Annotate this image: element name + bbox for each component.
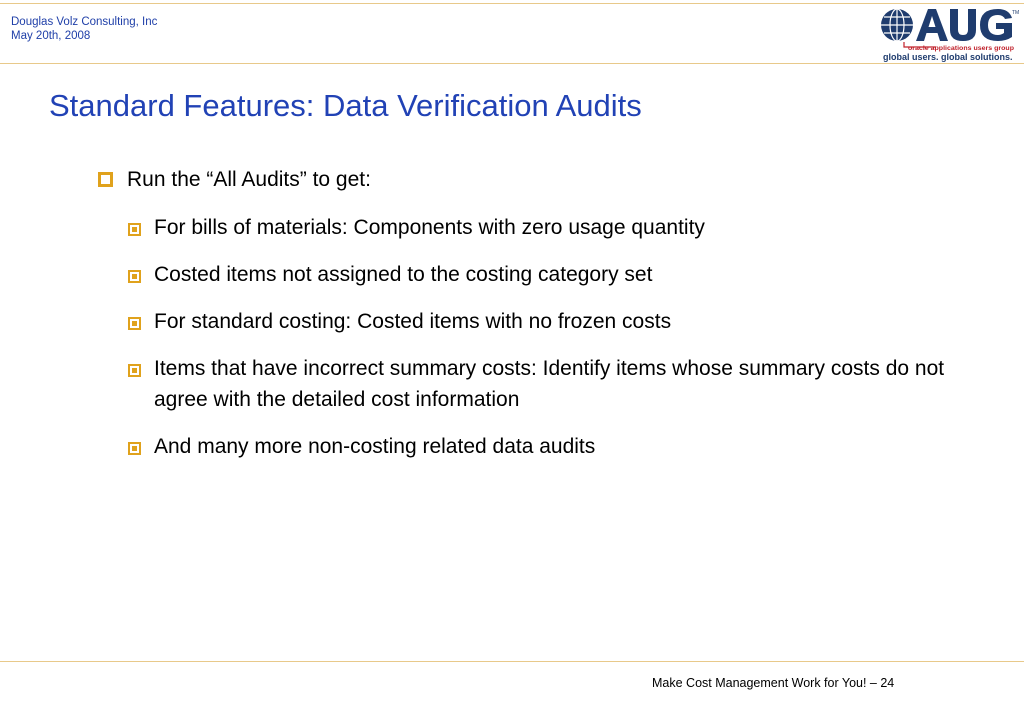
main-bullet <box>98 167 371 192</box>
sub-bullet <box>128 358 948 415</box>
sub-bullet-text: For standard costing: Costed items with no frozen costs <box>154 310 672 333</box>
square-bullet-icon <box>98 172 113 187</box>
logo-subtitle: oracle applications users group <box>908 45 1015 52</box>
trademark-label: TM <box>1012 10 1020 16</box>
square-bullet-icon <box>128 317 141 330</box>
square-bullet-icon <box>128 270 141 283</box>
logo-tagline: global users. global solutions. <box>883 52 1013 62</box>
sub-bullet <box>128 436 948 462</box>
footer-rule <box>0 661 1024 662</box>
company-name: Douglas Volz Consulting, Inc <box>11 16 158 28</box>
header-bottom-rule <box>0 63 1024 64</box>
header-info <box>11 15 157 43</box>
square-bullet-icon <box>128 442 141 455</box>
sub-bullet <box>128 217 948 243</box>
main-bullet-text: Run the “All Audits” to get: <box>127 168 371 191</box>
presentation-date: May 20th, 2008 <box>11 30 91 42</box>
sub-bullet-text: Items that have incorrect summary costs: Identify items whose summary costs do not agree with the detailed cost information <box>154 357 945 411</box>
sub-bullet <box>128 311 948 337</box>
sub-bullet-text: And many more non-costing related data audits <box>154 435 596 458</box>
footer-text: Make Cost Management Work for You! – 24 <box>652 676 895 690</box>
square-bullet-icon <box>128 223 141 236</box>
header-top-rule <box>0 3 1024 4</box>
slide-title: Standard Features: Data Verification Audits <box>49 88 642 123</box>
oaug-logo <box>878 6 1020 64</box>
sub-bullet <box>128 264 948 290</box>
sub-bullet-text: For bills of materials: Components with zero usage quantity <box>154 216 705 239</box>
square-bullet-icon <box>128 364 141 377</box>
oaug-logo-mark <box>878 6 1020 52</box>
sub-bullet-text: Costed items not assigned to the costing category set <box>154 263 653 286</box>
